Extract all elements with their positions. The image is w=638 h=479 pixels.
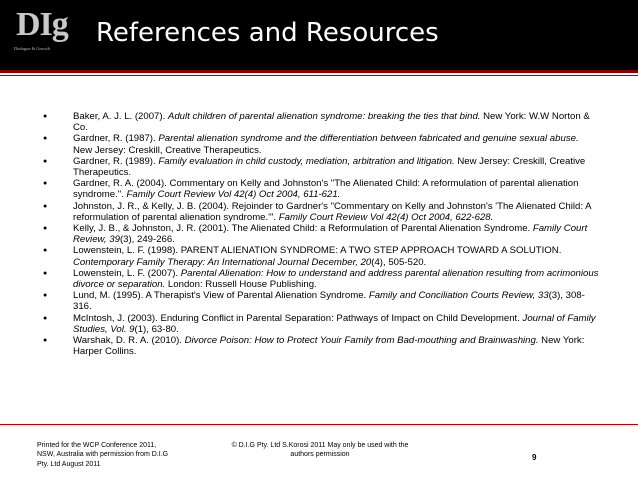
header-divider-thin (0, 75, 638, 76)
footer-copyright: © D.I.G Pty. Ltd S.Korosi 2011 May only be used with the authors permission (231, 442, 409, 459)
logo-mark: DIg (16, 6, 68, 43)
reference-list (44, 111, 600, 357)
reference-item: ● Gardner, R. (1987). Parental alienation syndrome and the differentiation between fabricated and genuine sexual abuse. New Jersey: Creskill, Creative Therapeutics. (44, 133, 600, 155)
reference-item: ● Kelly, J. B., & Johnston, J. R. (2001). The Alienated Child: a Reformulation of Parental Alienation Syndrome. Family Court Review, 39(3), 249-266. (44, 223, 600, 245)
reference-item: ● Lowenstein, L. F. (2007). Parental Alienation: How to understand and address parental alienation resulting from acrimonious divorce or separation. London: Russell House Publishing. (44, 268, 600, 290)
page-number: 9 (532, 453, 537, 462)
logo-tagline: Dialogue & Growth (14, 46, 50, 51)
slide-header (0, 0, 638, 70)
footer-print-note: Printed for the WCP Conference 2011, NSW, Australia with permission from D.I.G Pty. Ltd August 2011 (37, 442, 169, 468)
reference-item: ● Johnston, J. R., & Kelly, J. B. (2004). Rejoinder to Gardner's "Commentary on Kelly and Johnston's 'The Alienated Child: A reformulation of parental alienation syndrome.'". Family Court Review Vol 42(4) Oct 2004, 622-628. (44, 201, 600, 223)
reference-item: ● Lowenstein, L. F. (1998). PARENT ALIENATION SYNDROME: A TWO STEP APPROACH TOWARD A SOLUTION. Contemporary Family Therapy: An International Journal December, 20(4), 505-520. (44, 245, 600, 267)
reference-item: ● Warshak, D. R. A. (2010). Divorce Poison: How to Protect Youir Family from Bad-mouthing and Brainwashing. New York: Harper Collins. (44, 335, 600, 357)
reference-item: ● Lund, M. (1995). A Therapist's View of Parental Alienation Syndrome. Family and Conciliation Courts Review, 33(3), 308-316. (44, 290, 600, 312)
reference-item: ● Gardner, R. A. (2004). Commentary on Kelly and Johnston's "The Alienated Child: A reformulation of parental alienation syndrome.". Family Court Review Vol 42(4) Oct 2004, 611-621. (44, 178, 600, 200)
reference-item: ● Gardner, R. (1989). Family evaluation in child custody, mediation, arbitration and litigation. New Jersey: Creskill, Creative Therapeutics. (44, 156, 600, 178)
footer-divider (0, 424, 638, 425)
reference-item: ● McIntosh, J. (2003). Enduring Conflict in Parental Separation: Pathways of Impact on Child Development. Journal of Family Studies, Vol. 9(1), 63-80. (44, 313, 600, 335)
dig-logo (14, 8, 70, 60)
page-title: References and Resources (96, 18, 439, 48)
reference-item: ● Baker, A. J. L. (2007). Adult children of parental alienation syndrome: breaking the ties that bind. New York: W.W Norton & Co. (44, 111, 600, 133)
header-divider (0, 70, 638, 73)
